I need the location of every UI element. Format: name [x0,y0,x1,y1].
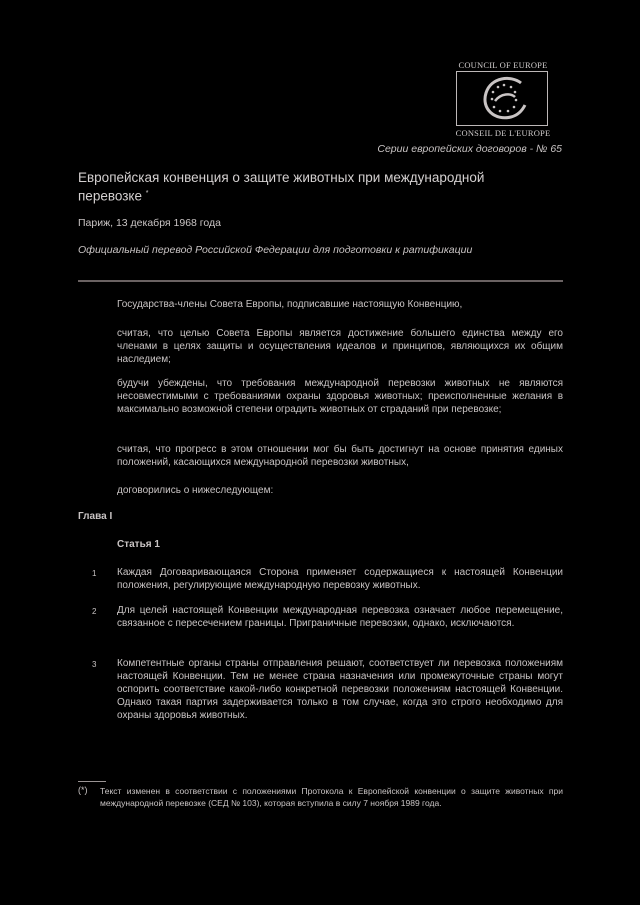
header-divider [78,280,563,282]
preamble-paragraph: будучи убеждены, что требования международной перевозки животных не являются несовместимыми с требованиями охраны здоровья животных; преисполненные желания в максимально возможной степени оградить животных от страданий при перевозке; [117,378,563,415]
place-date: Париж, 13 декабря 1968 года [78,217,221,229]
council-of-europe-logo [452,60,554,138]
document-title [78,170,548,205]
council-of-europe-emblem-icon [481,75,527,123]
logo-frame [456,71,548,126]
title-footnote-mark[interactable]: * [145,190,149,197]
item-number: 3 [92,660,97,669]
footnote-rule [78,781,106,782]
item-number: 2 [92,607,97,616]
footnote-text: Текст изменен в соответствии с положениями Протокола к Европейской конвенции о защите животных при международной перевозке (СЕД № 103), которая вступила в силу 7 ноября 1989 года. [100,786,563,808]
document-title-text: Европейская конвенция о защите животных при международной перевозке [78,170,485,204]
footnote-mark: (*) [78,785,88,795]
preamble-paragraph: считая, что прогресс в этом отношении мог бы быть достигнут на основе принятия единых положений, касающихся международной перевозки животных, [117,444,563,468]
article-item-text: Компетентные органы страны отправления решают, соответствует ли перевозка положениям настоящей Конвенции. Тем не менее страна назначения или промежуточные страны могут оспорить соответствие какой-либо конкретной перевозки положениям настоящей Конвенции. Однако такая партия задерживается только в том случае, когда это строго необходимо для охраны здоровья животных. [117,658,563,721]
treaty-series-label: Серии европейских договоров - № 65 [377,143,562,155]
preamble-paragraph: Государства-члены Совета Европы, подписавшие настоящую Конвенцию, [117,299,463,310]
preamble-paragraph: считая, что целью Совета Европы является достижение большего единства между его членами в целях защиты и осуществления идеалов и принципов, являющихся их общим наследием; [117,328,563,365]
preamble-paragraph: договорились о нижеследующем: [117,485,274,496]
chapter-heading: Глава I [78,511,113,522]
article-item-text: Каждая Договаривающаяся Сторона применяет содержащиеся к настоящей Конвенции положения, регулирующие международную перевозку животных. [117,567,563,591]
article-item-text: Для целей настоящей Конвенции международная перевозка означает любое перемещение, связанное с пересечением границы. Приграничные перевозки, однако, исключаются. [117,605,563,629]
article-heading: Статья 1 [117,539,160,550]
item-number: 1 [92,569,97,578]
logo-bottom-text: CONSEIL DE L'EUROPE [455,128,551,138]
official-translation-note: Официальный перевод Российской Федерации для подготовки к ратификации [78,244,473,256]
logo-top-text: COUNCIL OF EUROPE [458,60,548,70]
